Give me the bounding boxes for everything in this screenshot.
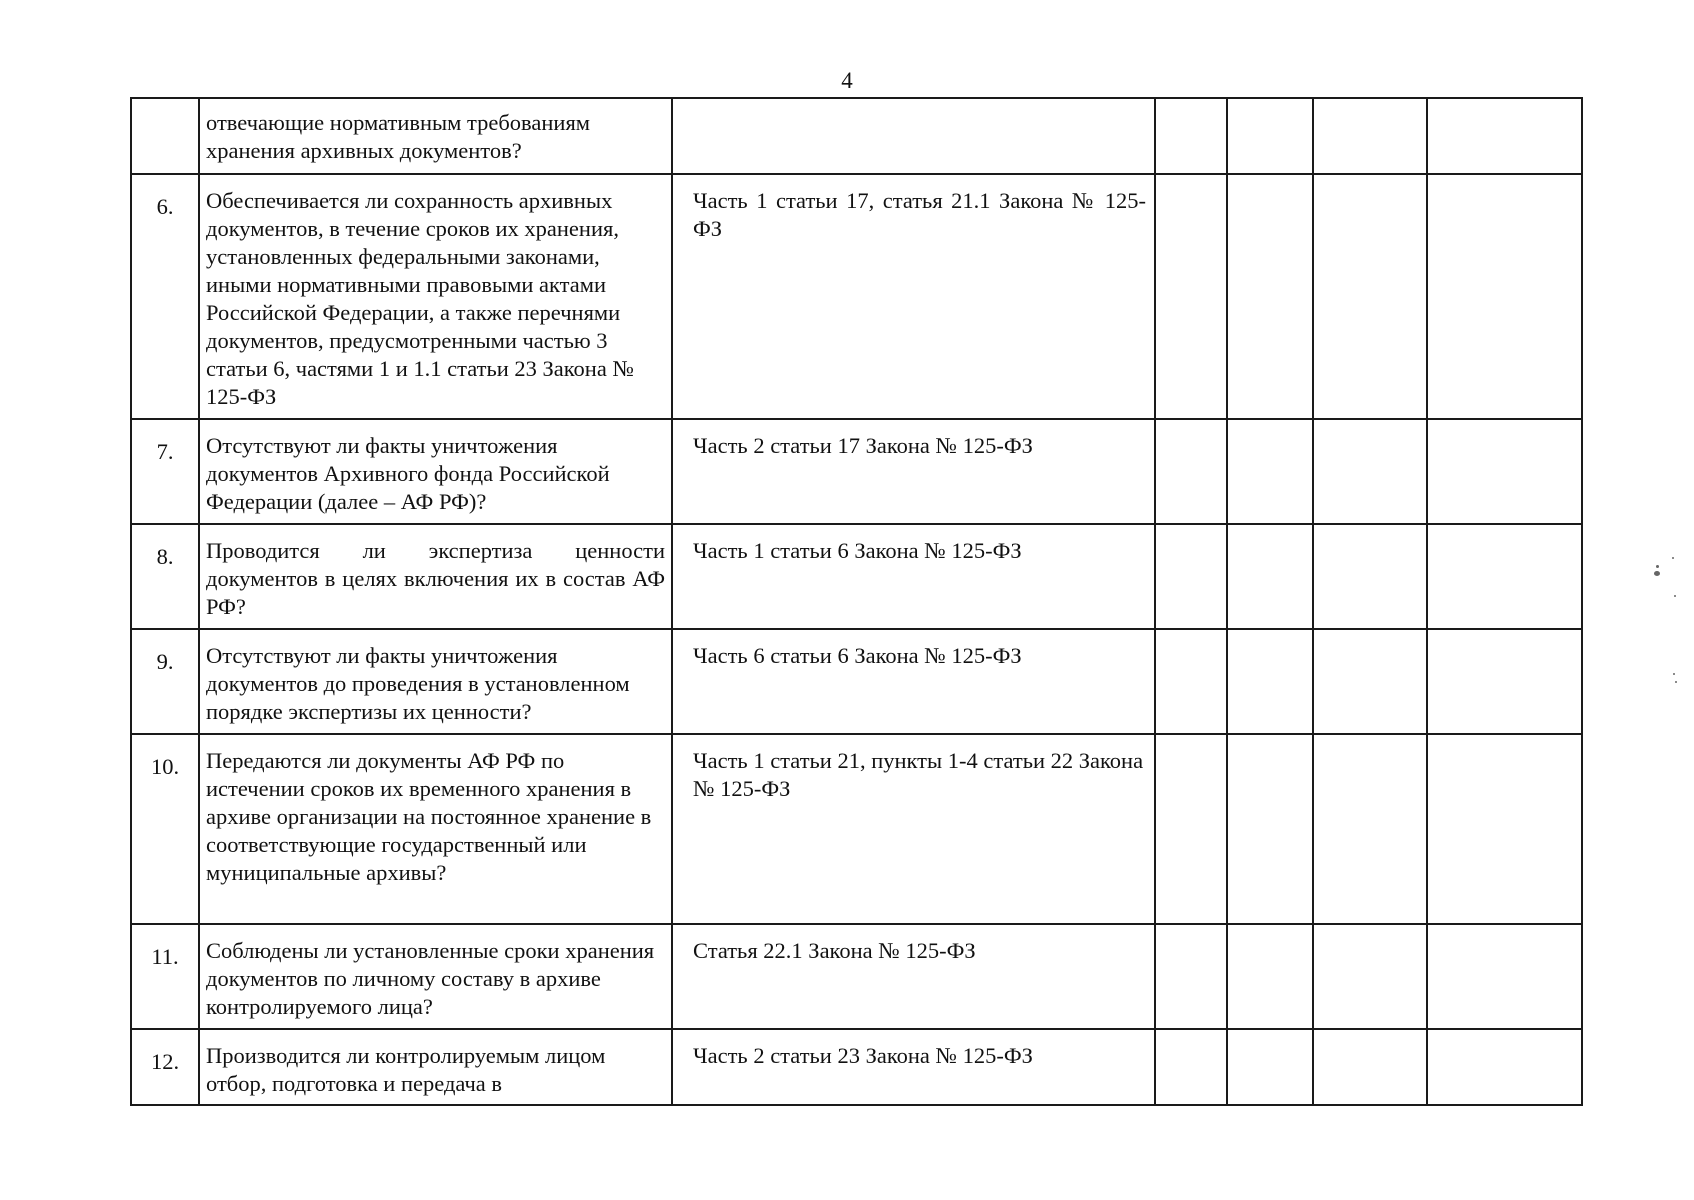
question-cell: Отсутствуют ли факты уничтожения документов до проведения в установленном порядке экспертизы их ценности? — [199, 629, 672, 734]
note-cell — [1427, 1029, 1582, 1105]
table-row — [131, 524, 1582, 629]
scan-specks — [1652, 555, 1682, 705]
scan-speck — [1673, 673, 1675, 675]
answer-no-cell — [1227, 419, 1313, 524]
legal-basis-cell — [672, 98, 1155, 174]
answer-yes-cell — [1155, 924, 1227, 1029]
answer-yes-cell — [1155, 98, 1227, 174]
question-cell: Соблюдены ли установленные сроки хранения документов по личному составу в архиве контролируемого лица? — [199, 924, 672, 1029]
note-cell — [1427, 98, 1582, 174]
scan-speck — [1672, 557, 1674, 559]
answer-na-cell — [1313, 98, 1427, 174]
question-cell: Проводится ли экспертиза ценности документов в целях включения их в состав АФ РФ? — [199, 524, 672, 629]
scan-speck — [1674, 595, 1676, 597]
row-number: 10. — [131, 734, 199, 924]
legal-basis-cell: Часть 2 статьи 23 Закона № 125-ФЗ — [672, 1029, 1155, 1105]
note-cell — [1427, 524, 1582, 629]
row-number: 6. — [131, 174, 199, 419]
row-number: 12. — [131, 1029, 199, 1105]
answer-na-cell — [1313, 734, 1427, 924]
note-cell — [1427, 734, 1582, 924]
answer-na-cell — [1313, 924, 1427, 1029]
answer-no-cell — [1227, 174, 1313, 419]
table-row — [131, 419, 1582, 524]
answer-na-cell — [1313, 174, 1427, 419]
answer-no-cell — [1227, 98, 1313, 174]
answer-no-cell — [1227, 524, 1313, 629]
scan-speck — [1656, 565, 1659, 568]
scan-speck — [1675, 681, 1677, 683]
legal-basis-cell: Часть 6 статьи 6 Закона № 125-ФЗ — [672, 629, 1155, 734]
table-row — [131, 924, 1582, 1029]
legal-basis-cell: Часть 1 статьи 21, пункты 1-4 статьи 22 Закона № 125-ФЗ — [672, 734, 1155, 924]
table-row — [131, 98, 1582, 174]
note-cell — [1427, 419, 1582, 524]
table-row — [131, 734, 1582, 924]
question-cell: Отсутствуют ли факты уничтожения документов Архивного фонда Российской Федерации (далее – АФ РФ)? — [199, 419, 672, 524]
note-cell — [1427, 924, 1582, 1029]
row-number: 9. — [131, 629, 199, 734]
answer-na-cell — [1313, 419, 1427, 524]
question-cell: Производится ли контролируемым лицом отбор, подготовка и передача в — [199, 1029, 672, 1105]
row-number: 7. — [131, 419, 199, 524]
row-number: 11. — [131, 924, 199, 1029]
legal-basis-cell: Статья 22.1 Закона № 125-ФЗ — [672, 924, 1155, 1029]
answer-na-cell — [1313, 629, 1427, 734]
note-cell — [1427, 629, 1582, 734]
answer-yes-cell — [1155, 734, 1227, 924]
legal-basis-cell: Часть 2 статьи 17 Закона № 125-ФЗ — [672, 419, 1155, 524]
row-number — [131, 98, 199, 174]
answer-yes-cell — [1155, 419, 1227, 524]
question-cell: Обеспечивается ли сохранность архивных документов, в течение сроков их хранения, установленных федеральными законами, иными нормативными правовыми актами Российской Федерации, а также перечнями документов, предусмотренными частью 3 статьи 6, частями 1 и 1.1 статьи 23 Закона № 125-ФЗ — [199, 174, 672, 419]
answer-yes-cell — [1155, 174, 1227, 419]
answer-na-cell — [1313, 1029, 1427, 1105]
answer-no-cell — [1227, 629, 1313, 734]
row-number: 8. — [131, 524, 199, 629]
legal-basis-cell: Часть 1 статьи 6 Закона № 125-ФЗ — [672, 524, 1155, 629]
checklist-table — [130, 97, 1583, 1106]
scan-speck — [1654, 571, 1660, 576]
table-row — [131, 174, 1582, 419]
answer-yes-cell — [1155, 524, 1227, 629]
note-cell — [1427, 174, 1582, 419]
answer-yes-cell — [1155, 1029, 1227, 1105]
question-cell: отвечающие нормативным требованиям хранения архивных документов? — [199, 98, 672, 174]
table-row — [131, 1029, 1582, 1105]
answer-na-cell — [1313, 524, 1427, 629]
table-row — [131, 629, 1582, 734]
answer-no-cell — [1227, 924, 1313, 1029]
answer-yes-cell — [1155, 629, 1227, 734]
question-cell: Передаются ли документы АФ РФ по истечении сроков их временного хранения в архиве организации на постоянное хранение в соответствующие государственный или муниципальные архивы? — [199, 734, 672, 924]
page-number: 4 — [841, 68, 853, 93]
answer-no-cell — [1227, 1029, 1313, 1105]
answer-no-cell — [1227, 734, 1313, 924]
legal-basis-cell: Часть 1 статьи 17, статья 21.1 Закона № 125-ФЗ — [672, 174, 1155, 419]
